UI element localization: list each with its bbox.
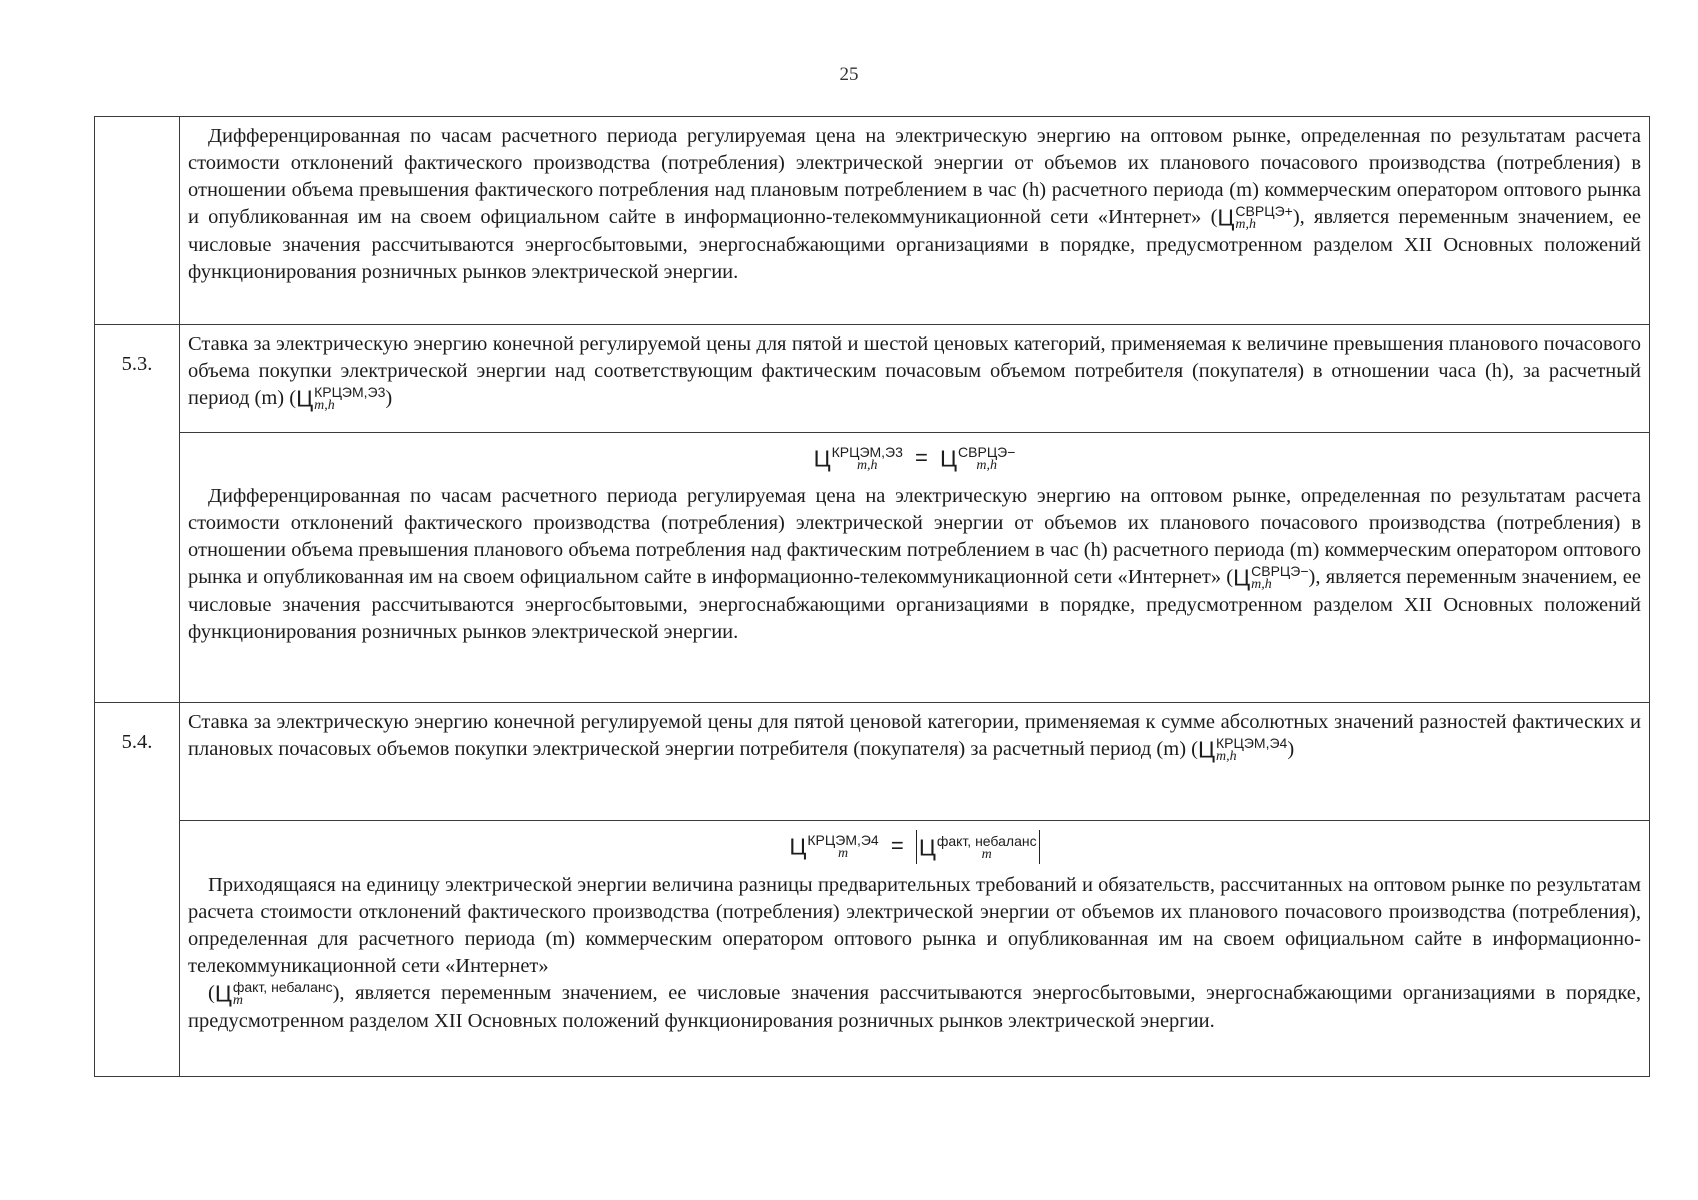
definition-paragraph-end: (Ц факт, небаланс m ), является переменным значением, ее числовые значения рассчитываются энергосбытовыми, энергоснабжающими организациями в порядке, предусмотренном разделом XII Основных положений функционирования розничных рынков электрической энергии.	[188, 979, 1641, 1033]
rate-heading-cell	[180, 325, 1650, 433]
price-symbol: Ц СВРЦЭ− m,h	[1233, 563, 1309, 593]
price-symbol: Ц факт, небаланс m	[214, 979, 333, 1009]
formula-lhs: Ц КРЦЭМ,Э3 m,h	[813, 444, 903, 474]
rate-heading-cell	[180, 703, 1650, 821]
table-row	[95, 117, 1650, 325]
definition-text: Дифференцированная по часам расчетного периода регулируемая цена на электрическую энергию на оптовом рынке, определенная по результатам расчета стоимости отклонений фактического производства (потребления) электрической энергии от объемов их планового почасового производства (потребления) в отношении объема превышения фактического потребления над плановым потреблением в час (h) расчетного периода (m) коммерческим оператором оптового рынка и опубликованная им на своем официальном сайте в информационно-телекоммуникационной сети «Интернет» (	[188, 125, 1641, 228]
price-symbol: Ц КРЦЭМ,Э4 m,h	[1198, 735, 1288, 765]
formula-rhs: Ц СВРЦЭ− m,h	[940, 444, 1016, 474]
formula-rhs: Ц факт, небаланс m	[918, 833, 1037, 863]
formula-lhs: Ц КРЦЭМ,Э4 m	[789, 832, 879, 862]
formula-cell	[180, 433, 1650, 703]
equals-sign: =	[890, 833, 904, 858]
regulation-table	[94, 116, 1650, 1077]
page-number: 25	[839, 64, 859, 85]
definition-paragraph	[188, 123, 1641, 286]
absolute-value	[916, 830, 1040, 864]
equals-sign: =	[915, 445, 928, 470]
row-number-cell: 5.3.	[95, 325, 180, 703]
definition-paragraph: Дифференцированная по часам расчетного периода регулируемая цена на электрическую энергию на оптовом рынке, определенная по результатам расчета стоимости отклонений фактического производства (потребления) электрической энергии от объемов их планового почасового производства (потребления) в отношении объема превышения планового объема потребления над фактическим потреблением в час (h) расчетного периода (m) коммерческим оператором оптового рынка и опубликованная им на своем официальном сайте в информационно-телекоммуникационной сети «Интернет» (Ц СВРЦЭ− m,h ), является переменным значением, ее числовые значения рассчитываются энергосбытовыми, энергоснабжающими организациями в порядке, предусмотренном разделом XII Основных положений функционирования розничных рынков электрической энергии.	[188, 485, 1641, 644]
formula	[188, 829, 1641, 864]
rate-heading: Ставка за электрическую энергию конечной регулируемой цены для пятой ценовой категории, применяемая к сумме абсолютных значений разностей фактических и плановых почасовых объемов покупки электрической энергии потребителя (покупателя) за расчетный период (m) (Ц КРЦЭМ,Э4 m,h )	[188, 711, 1641, 765]
rate-heading: Ставка за электрическую энергию конечной регулируемой цены для пятой и шестой ценовых категорий, применяемая к величине превышения планового почасового объема покупки электрической энергии над соответствующим фактическим почасовым объемом потребителя (покупателя) в отношении часа (h), за расчетный период (m) (Ц КРЦЭМ,Э3 m,h )	[188, 333, 1641, 414]
row-number-cell	[95, 117, 180, 325]
formula	[188, 441, 1641, 475]
price-symbol: Ц СВРЦЭ+ m,h	[1217, 203, 1293, 233]
row-number-cell: 5.4.	[95, 703, 180, 1077]
table-row	[95, 325, 1650, 433]
definition-cell	[180, 117, 1650, 325]
definition-text-end: ), является переменным значением, ее числовые значения рассчитываются энергосбытовыми, энергоснабжающими организациями в порядке, предусмотренном разделом XII Основных положений функционирования розничных рынков электрической энергии.	[188, 206, 1641, 284]
table-row	[95, 433, 1650, 703]
price-symbol: Ц КРЦЭМ,Э3 m,h	[296, 384, 386, 414]
definition-paragraph: Приходящаяся на единицу электрической энергии величина разницы предварительных требований и обязательств, рассчитанных на оптовом рынке по результатам расчета стоимости отклонений фактического производства (потребления) электрической энергии от объемов их планового почасового производства (потребления), определенная для расчетного периода (m) коммерческим оператором оптового рынка и опубликованная им на своем официальном сайте в информационно-телекоммуникационной сети «Интернет»	[188, 874, 1641, 978]
table-row	[95, 703, 1650, 821]
formula-cell	[180, 821, 1650, 1077]
table-row	[95, 821, 1650, 1077]
